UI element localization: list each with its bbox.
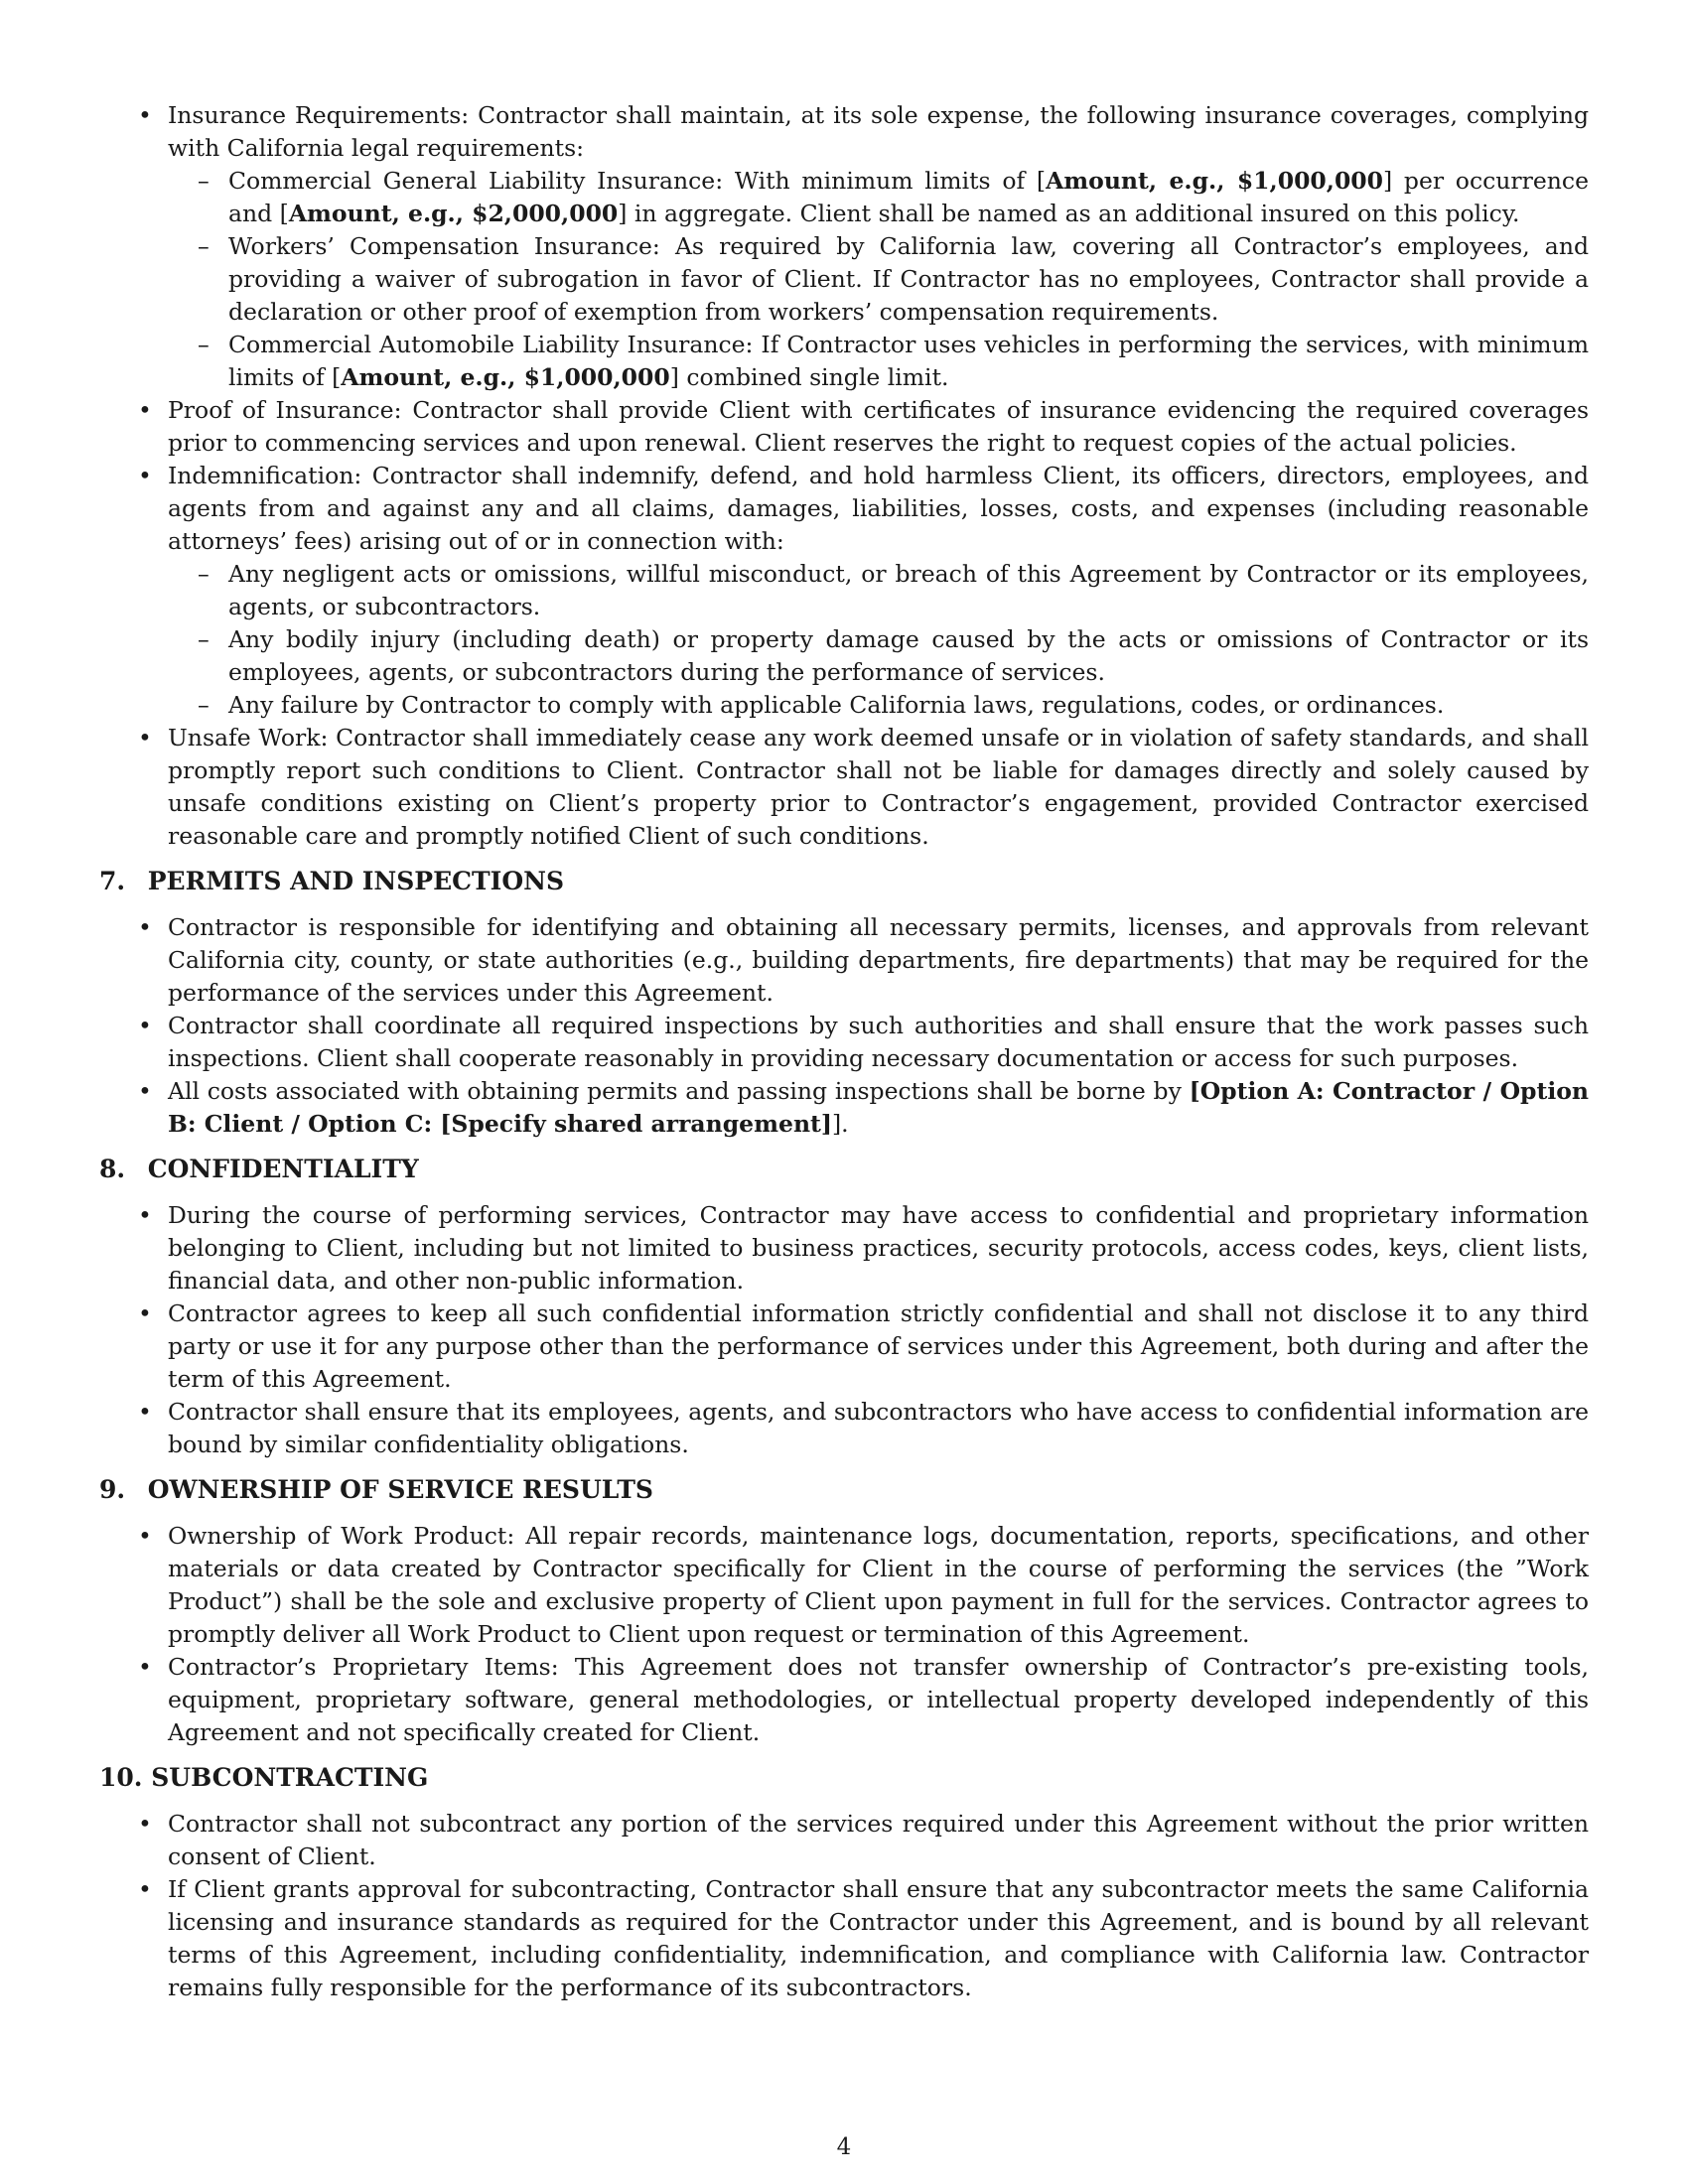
list-item-costs: • All costs associated with obtaining permits and passing inspections shall be borne by [Option A: Contractor / Option B: Client / Option C: [Specify shared arrangement]].	[99, 1075, 1589, 1141]
list-item: • Ownership of Work Product: All repair records, maintenance logs, documentation, reports, specifications, and other materials or data created by Contractor specifically for Client in the course of performing the services (the ”Work Product”) shall be the sole and exclusive property of Client upon payment in full for the services. Contractor agrees to promptly deliver all Work Product to Client upon request or termination of this Agreement.	[99, 1520, 1589, 1651]
indemnification-sublist	[168, 558, 1589, 722]
list-item: • Contractor shall coordinate all required inspections by such authorities and shall ensure that the work passes such inspections. Client shall cooperate reasonably in providing necessary documentation or access for such purposes.	[99, 1010, 1589, 1075]
sublist-item: – Any bodily injury (including death) or property damage caused by the acts or omissions of Contractor or its employees, agents, or subcontractors during the performance of services.	[99, 623, 1589, 689]
document-page	[99, 99, 1589, 2004]
list-item: • During the course of performing services, Contractor may have access to confidential and proprietary information belonging to Client, including but not limited to business practices, security protocols, access codes, keys, client lists, financial data, and other non-public information.	[99, 1199, 1589, 1297]
section-heading-7: 7. PERMITS AND INSPECTIONS	[99, 867, 565, 895]
list-item: • Contractor is responsible for identifying and obtaining all necessary permits, licenses, and approvals from relevant California city, county, or state authorities (e.g., building departments, fire departments) that may be required for the performance of the services under this Agreement.	[99, 911, 1589, 1010]
sublist-item-auto: – Commercial Automobile Liability Insurance: If Contractor uses vehicles in performing the services, with minimum limits of [Amount, e.g., $1,000,000] combined single limit.	[99, 329, 1589, 394]
list-item: • Contractor shall not subcontract any portion of the services required under this Agreement without the prior written consent of Client.	[99, 1808, 1589, 1873]
list-item: • If Client grants approval for subcontracting, Contractor shall ensure that any subcontractor meets the same California licensing and insurance standards as required for the Contractor under this Agreement, and is bound by all relevant terms of this Agreement, including confidentiality, indemnification, and compliance with California law. Contractor remains fully responsible for the performance of its subcontractors.	[99, 1873, 1589, 2004]
indemnification-lead: Indemnification: Contractor shall indemnify, defend, and hold harmless Client, its officers, directors, employees, and agents from and against any and all claims, damages, liabilities, losses, costs, and expenses (including reasonable attorneys’ fees) arising out of or in connection with:	[168, 462, 1589, 555]
list-item: • Contractor shall ensure that its employees, agents, and subcontractors who have access to confidential information are bound by similar confidentiality obligations.	[99, 1396, 1589, 1461]
list-item: • Contractor’s Proprietary Items: This Agreement does not transfer ownership of Contractor’s pre-existing tools, equipment, proprietary software, general methodologies, or intellectual property developed independently of this Agreement and not specifically created for Client.	[99, 1651, 1589, 1749]
list-item-unsafe-work: • Unsafe Work: Contractor shall immediately cease any work deemed unsafe or in violation of safety standards, and shall promptly report such conditions to Client. Contractor shall not be liable for damages directly and solely caused by unsafe conditions existing on Client’s property prior to Contractor’s engagement, provided Contractor exercised reasonable care and promptly notified Client of such conditions.	[99, 722, 1589, 853]
section-heading-9: 9. OWNERSHIP OF SERVICE RESULTS	[99, 1475, 653, 1504]
sublist-item-cgl: – Commercial General Liability Insurance: With minimum limits of [Amount, e.g., $1,000,000] per occurrence and [Amount, e.g., $2,000,000] in aggregate. Client shall be named as an additional insured on this policy.	[99, 165, 1589, 230]
insurance-sublist	[168, 165, 1589, 394]
sublist-item: – Any failure by Contractor to comply with applicable California laws, regulations, codes, or ordinances.	[99, 689, 1589, 722]
section-heading-8: 8. CONFIDENTIALITY	[99, 1155, 419, 1183]
sublist-item: – Any negligent acts or omissions, willful misconduct, or breach of this Agreement by Contractor or its employees, agents, or subcontractors.	[99, 558, 1589, 623]
section-8-list	[99, 1199, 1589, 1461]
sublist-item-workers-comp: – Workers’ Compensation Insurance: As required by California law, covering all Contractor’s employees, and providing a waiver of subrogation in favor of Client. If Contractor has no employees, Contractor shall provide a declaration or other proof of exemption from workers’ compensation requirements.	[99, 230, 1589, 329]
section-10-list	[99, 1808, 1589, 2004]
list-item-insurance	[99, 99, 1589, 394]
list-item-indemnification	[99, 460, 1589, 722]
section-7-list	[99, 911, 1589, 1141]
page-number: 4	[836, 2134, 852, 2160]
list-item-proof: • Proof of Insurance: Contractor shall provide Client with certificates of insurance evidencing the required coverages prior to commencing services and upon renewal. Client reserves the right to request copies of the actual policies.	[99, 394, 1589, 460]
section-6-list	[99, 99, 1589, 853]
section-9-list	[99, 1520, 1589, 1749]
list-item: • Contractor agrees to keep all such confidential information strictly confidential and shall not disclose it to any third party or use it for any purpose other than the performance of services under this Agreement, both during and after the term of this Agreement.	[99, 1297, 1589, 1396]
insurance-lead: Insurance Requirements: Contractor shall maintain, at its sole expense, the following insurance coverages, complying with California legal requirements:	[168, 101, 1589, 162]
section-heading-10: 10. SUBCONTRACTING	[99, 1763, 429, 1792]
